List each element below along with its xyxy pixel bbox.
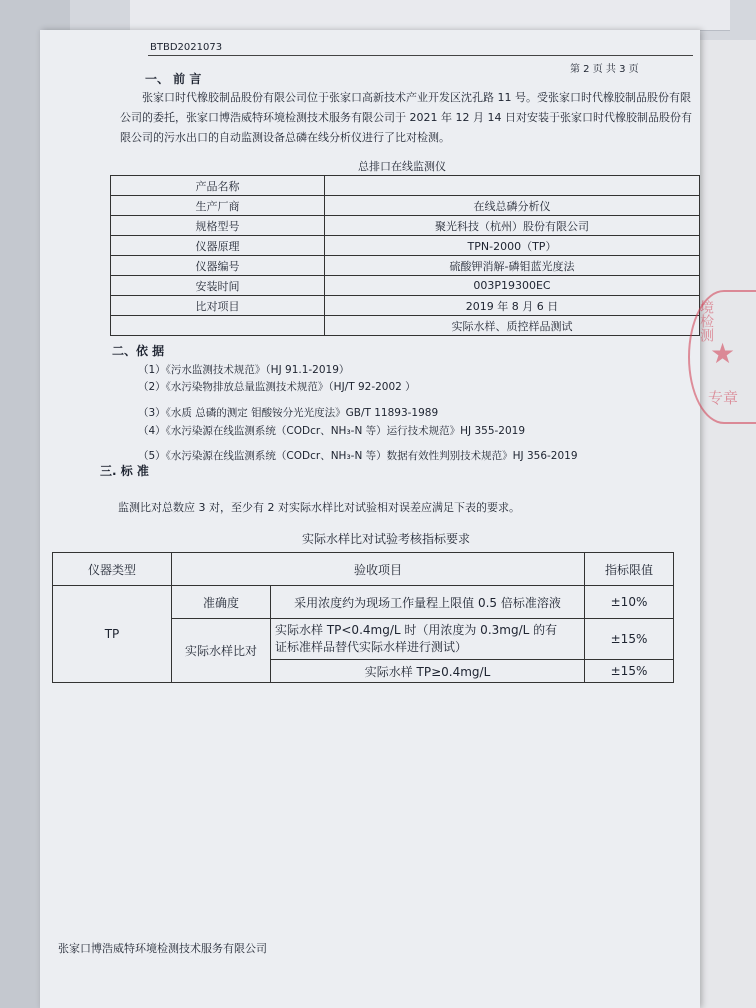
comparison-limit-low: ±15% — [585, 619, 674, 660]
equipment-value-cell: 003P19300EC — [325, 276, 700, 296]
table-row — [53, 553, 674, 586]
comparison-limit-high: ±15% — [585, 660, 674, 683]
header-limit: 指标限值 — [585, 553, 674, 586]
stamp-star-icon: ★ — [710, 337, 736, 370]
stamp-text-top: 境检测 — [698, 300, 714, 342]
accuracy-limit: ±10% — [585, 586, 674, 619]
page-number: 第 2 页 共 3 页 — [570, 64, 639, 75]
reference-item: （2）《水污染物排放总量监测技术规范》（HJ/T 92-2002 ） — [138, 381, 416, 393]
doc-code: BTBD2021073 — [150, 42, 223, 53]
equipment-label-cell: 规格型号 — [111, 216, 325, 236]
table-row — [111, 196, 700, 216]
reference-item: （3）《水质 总磷的测定 钼酸铵分光光度法》GB/T 11893-1989 — [138, 407, 439, 419]
stamp-text-bottom: 专章 — [708, 389, 739, 407]
document-page — [40, 30, 700, 1008]
equipment-label-cell: 仪器编号 — [111, 256, 325, 276]
equipment-label-cell: 产品名称 — [111, 176, 325, 196]
equipment-value-cell: 2019 年 8 月 6 日 — [325, 296, 700, 316]
comparison-desc-high: 实际水样 TP≥0.4mg/L — [271, 660, 585, 683]
section-title-standard: 三. 标 准 — [100, 464, 149, 478]
equipment-table — [110, 175, 700, 336]
accuracy-desc: 采用浓度约为现场工作量程上限值 0.5 倍标准溶液 — [271, 586, 585, 619]
table-row — [111, 236, 700, 256]
equipment-value-cell: 在线总磷分析仪 — [325, 196, 700, 216]
comparison-desc-low — [271, 619, 585, 660]
accuracy-label: 准确度 — [172, 586, 271, 619]
table-row — [111, 316, 700, 336]
header-rule — [148, 55, 693, 56]
equipment-label-cell: 仪器原理 — [111, 236, 325, 256]
equipment-table-caption: 总排口在线监测仪 — [358, 160, 446, 173]
table-row — [111, 296, 700, 316]
standard-table — [52, 552, 674, 683]
equipment-value-cell — [325, 176, 700, 196]
comparison-desc-line2: 证标准样品替代实际水样进行测试） — [275, 640, 468, 654]
previous-page-edge — [130, 0, 730, 31]
red-seal-stamp — [688, 290, 756, 424]
reference-item: （4）《水污染源在线监测系统（CODcr、NH₃-N 等）运行技术规范》HJ 355-2019 — [138, 425, 526, 437]
table-row — [111, 216, 700, 236]
equipment-label-cell: 生产厂商 — [111, 196, 325, 216]
table-row — [111, 176, 700, 196]
comparison-label: 实际水样比对 — [172, 619, 271, 683]
comparison-desc-line1: 实际水样 TP<0.4mg/L 时（用浓度为 0.3mg/L 的有 — [275, 623, 558, 637]
section-title-basis: 二、依 据 — [112, 344, 165, 358]
equipment-label-cell: 安装时间 — [111, 276, 325, 296]
section-title-intro: 一、 前 言 — [145, 72, 202, 86]
standard-table-caption: 实际水样比对试验考核指标要求 — [302, 532, 471, 546]
equipment-label-cell: 比对项目 — [111, 296, 325, 316]
equipment-value-cell: 实际水样、质控样品测试 — [325, 316, 700, 336]
reference-item: （1）《污水监测技术规范》（HJ 91.1-2019） — [138, 364, 350, 376]
equipment-value-cell: 聚光科技（杭州）股份有限公司 — [325, 216, 700, 236]
equipment-value-cell: 硫酸钾消解-磷钼蓝光度法 — [325, 256, 700, 276]
equipment-value-cell: TPN-2000（TP） — [325, 236, 700, 256]
equipment-label-cell — [111, 316, 325, 336]
standard-paragraph: 监测比对总数应 3 对，至少有 2 对实际水样比对试验相对误差应满足下表的要求。 — [118, 501, 520, 514]
header-acceptance-item: 验收项目 — [172, 553, 585, 586]
table-row — [111, 276, 700, 296]
instrument-type-cell: TP — [53, 586, 172, 683]
table-row — [111, 256, 700, 276]
footer-company: 张家口博浩威特环境检测技术服务有限公司 — [58, 942, 267, 955]
intro-paragraph: 张家口时代橡胶制品股份有限公司位于张家口高新技术产业开发区沈孔路 11 号。受张家口时代橡胶制品股份有限公司的委托，张家口博浩威特环境检测技术服务有限公司于 2021 年 12 月 14 日对安装于张家口时代橡胶制品股份有限公司的污水出口的自动监测设备总磷在线分析仪进行了比对检测。 — [120, 91, 692, 144]
table-row — [53, 586, 674, 619]
reference-item: （5）《水污染源在线监测系统（CODcr、NH₃-N 等）数据有效性判别技术规范》HJ 356-2019 — [138, 450, 578, 462]
header-instrument-type: 仪器类型 — [53, 553, 172, 586]
